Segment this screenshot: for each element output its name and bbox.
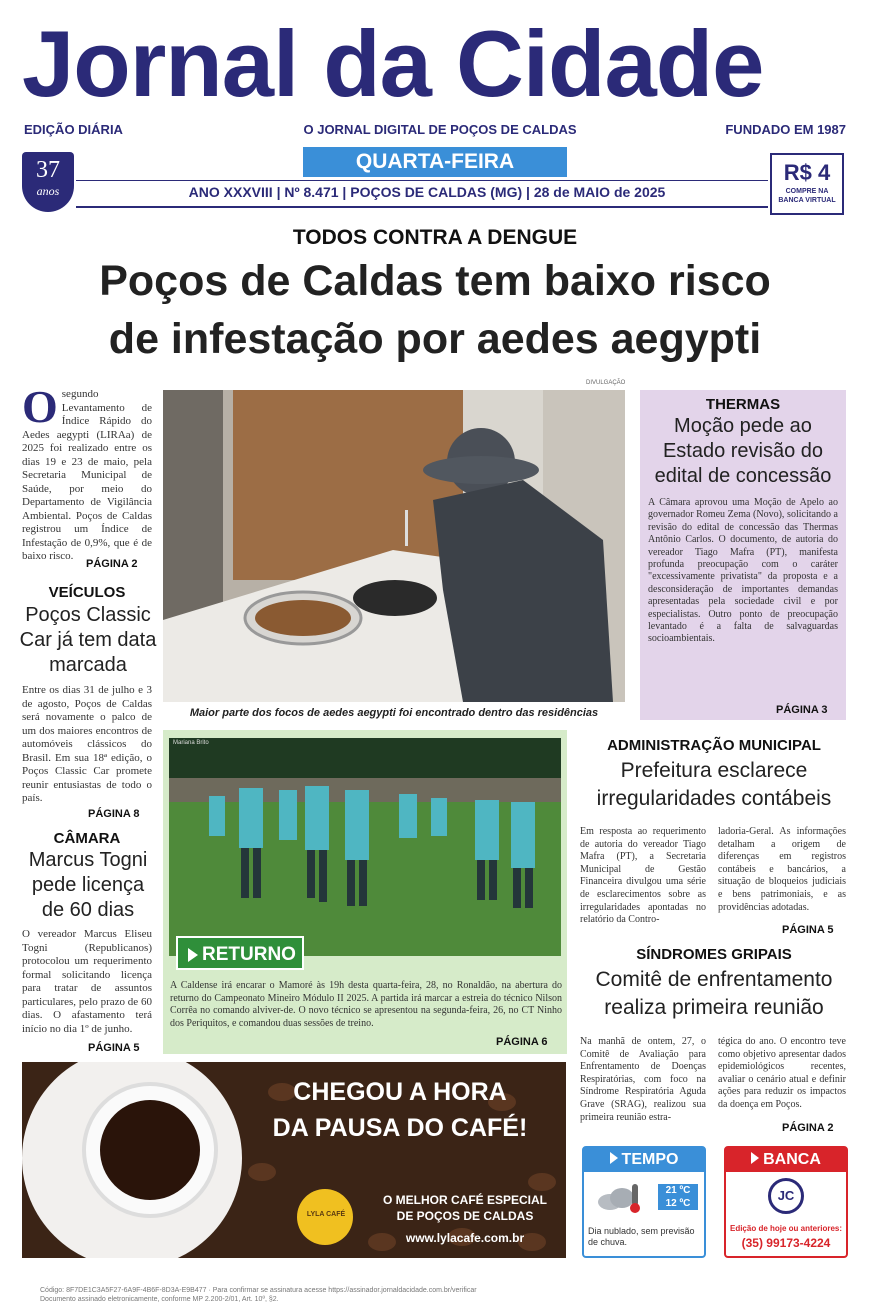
- camara-text: O vereador Marcus Eliseu Togni (Republicanos) protocolou um requerimento formal solicitando licença para tratar de assuntos particulares, pelo prazo de 60 dias. O afastamento terá início no dia 1º de junho.: [22, 928, 152, 1035]
- returno-label: RETURNO: [202, 944, 296, 965]
- banca-text: Edição de hoje ou anteriores:: [729, 1224, 843, 1233]
- ad-headline-line1: CHEGOU A HORA: [293, 1078, 507, 1106]
- lead-headline-line1: Poços de Caldas tem baixo risco: [99, 257, 771, 305]
- administracao-kicker: ADMINISTRAÇÃO MUNICIPAL: [607, 737, 821, 754]
- price-box: [770, 153, 844, 215]
- sport-photo: [169, 738, 561, 956]
- sindromes-title: Comitê de enfrentamento realiza primeira reunião: [595, 968, 833, 1019]
- lead-photo: [163, 390, 625, 702]
- banca-box[interactable]: [724, 1146, 848, 1258]
- anniversary-word: anos: [36, 184, 60, 198]
- weather-label: TEMPO: [621, 1151, 679, 1168]
- lead-caption: Maior parte dos focos de aedes aegypti foi encontrado dentro das residências: [189, 707, 599, 719]
- ad-site-link[interactable]: www.lylacafe.com.br: [405, 1231, 525, 1245]
- returno-tag: [176, 936, 304, 970]
- banca-phone[interactable]: (35) 99173-4224: [741, 1236, 831, 1250]
- sindromes-page-ref: PÁGINA 2: [782, 1122, 834, 1134]
- administracao-col1: Em resposta ao requerimento de autoria do vereador Tiago Mafra (PT), a Secretaria Municipal de Gestão Financeira divulgou uma série de esclarecimentos sobre as irregularidades apontadas no relatório da Contro-: [580, 826, 706, 926]
- footer-line2: Documento assinado eletronicamente, conforme MP 2.200-2/01, Art. 10º, §2.: [40, 1296, 279, 1303]
- banca-header: [726, 1148, 846, 1172]
- anniversary-badge: [22, 152, 74, 212]
- veiculos-kicker: VEÍCULOS: [48, 584, 126, 601]
- weather-header: [584, 1148, 704, 1172]
- price-note: COMPRE NA BANCA VIRTUAL: [778, 188, 836, 204]
- masthead-rule-top: [76, 180, 768, 181]
- sport-page-ref: PÁGINA 6: [496, 1036, 548, 1048]
- sindromes-kicker: SÍNDROMES GRIPAIS: [636, 946, 792, 963]
- thermas-box: [640, 390, 846, 720]
- temp-min: 12 ºC: [665, 1198, 691, 1209]
- lead-kicker: TODOS CONTRA A DENGUE: [292, 226, 578, 249]
- footer-line1: Código: 8F7DE1C3A5F27-6A9F-4B6F-8D3A-E9B477 · Para confirmar se assinatura acesse https://assinador.jornaldacidade.com.br/verificar: [40, 1287, 477, 1294]
- edition-tag: EDIÇÃO DIÁRIA: [24, 122, 123, 137]
- slogan: O JORNAL DIGITAL DE POÇOS DE CALDAS: [303, 122, 577, 137]
- play-icon: [751, 1152, 759, 1164]
- veiculos-page-ref: PÁGINA 8: [88, 808, 140, 820]
- sindromes-col2: tégica do ano. O encontro teve como objetivo apresentar dados epidemiológicos recentes, avaliar o cenário atual e definir ações para reduzir os impactos da doença em Poços.: [718, 1036, 846, 1110]
- administracao-col2: ladoria-Geral. As informações detalham a origem de diferenças em registros contábeis e bancários, a situação de bloqueios judiciais e bens patrimoniais, e as providências adotadas.: [718, 826, 846, 913]
- lead-dropcap: O: [22, 381, 58, 432]
- jc-logo: JC: [768, 1178, 804, 1214]
- ad-headline-line2: DA PAUSA DO CAFÉ!: [272, 1114, 528, 1142]
- thermas-kicker: THERMAS: [705, 396, 781, 413]
- footer-signature: [40, 1286, 840, 1304]
- thermas-page-ref: PÁGINA 3: [776, 704, 828, 716]
- issue-line: ANO XXXVIII | Nº 8.471 | POÇOS DE CALDAS (MG) | 28 de MAIO de 2025: [188, 184, 666, 200]
- camara-title: Marcus Togni pede licença de 60 dias: [28, 849, 148, 921]
- administracao-title: Prefeitura esclarece irregularidades contábeis: [596, 759, 832, 810]
- temp-max: 21 ºC: [665, 1185, 691, 1196]
- sindromes-col1: Na manhã de ontem, 27, o Comitê de Avaliação para Enfrentamento de Doenças Respiratórias, com foco na Síndrome Respiratória Aguda Grave (SRAG), realizou sua primeira reunião estra-: [580, 1036, 706, 1123]
- lead-photo-credit: DIVULGAÇÃO: [586, 380, 626, 386]
- play-icon: [188, 948, 198, 962]
- sport-photo-illustration: [169, 738, 561, 956]
- veiculos-text: Entre os dias 31 de julho e 3 de agosto, Poços de Caldas será novamente o palco de um dos maiores encontros de automóveis clássicos do Brasil. Em sua 18ª edição, o Poços Classic Car promete reunir entusiastas de todo o país.: [22, 684, 152, 804]
- ad-tagline-line2: DE POÇOS DE CALDAS: [396, 1209, 534, 1223]
- play-icon: [610, 1152, 618, 1164]
- weather-box: [582, 1146, 706, 1258]
- sport-photo-credit: Mariana Brito: [173, 740, 209, 746]
- weather-text: Dia nublado, sem previsão de chuva.: [588, 1226, 695, 1247]
- lead-page-ref: PÁGINA 2: [86, 558, 138, 570]
- ad-logo: LYLA CAFÉ: [306, 1211, 346, 1218]
- sport-text: A Caldense irá encarar o Mamoré às 19h desta quarta-feira, 28, no Ronaldão, na abertura do returno do Campeonato Mineiro Módulo II 2025. A partida irá marcar a estreia do técnico Nilson Corrêa no comando alviver-de. O novo técnico se apresentou na segunda-feira, 26, no CT Ninho dos Periquitos, e comandou duas sessões de treino.: [170, 980, 562, 1029]
- lead-text: segundo Levantamento de Índice Rápido do Aedes aegypti (LIRAa) de 2025 foi realizado entre os dias 19 e 23 de maio, pela Secretaria Municipal de Saúde, por meio do Departamento de Vigilância Ambiental. Poços de Caldas registrou um Índice de Infestação de 0,9%, que é de baixo risco.: [22, 388, 152, 562]
- weekday-band: QUARTA-FEIRA: [303, 147, 567, 177]
- thermas-title: Moção pede ao Estado revisão do edital de concessão: [654, 415, 832, 487]
- thermas-text: A Câmara aprovou uma Moção de Apelo ao governador Romeu Zema (Novo), solicitando a revisão do edital de concessão das Thermas Antônio Carlos. O documento, de autoria do vereador Tiago Mafra (PT), manifesta profunda preocupação com o caráter "excessivamente privatista" da proposta e a desconsideração de importantes demandas apresentadas pela sociedade civil e por especialistas. Outro ponto de preocupação levantado é a falta de salvaguardas socioambientais.: [648, 497, 838, 645]
- veiculos-title: Poços Classic Car já tem data marcada: [19, 604, 157, 676]
- lead-article: [22, 381, 152, 564]
- ad-tagline-line1: O MELHOR CAFÉ ESPECIAL: [382, 1193, 547, 1207]
- founded-tag: FUNDADO EM 1987: [725, 122, 846, 137]
- banca-label: BANCA: [763, 1151, 821, 1168]
- price-value: R$ 4: [783, 160, 831, 185]
- lead-photo-illustration: [163, 390, 625, 702]
- cloud-icon: [594, 1180, 644, 1216]
- lead-headline-line2: de infestação por aedes aegypti: [108, 315, 762, 363]
- masthead-rule-bottom: [76, 206, 768, 208]
- camara-kicker: CÂMARA: [53, 830, 121, 847]
- administracao-page-ref: PÁGINA 5: [782, 924, 834, 936]
- anniversary-number: 37: [36, 157, 60, 183]
- camara-page-ref: PÁGINA 5: [88, 1042, 140, 1054]
- weather-temps: [658, 1184, 698, 1210]
- masthead-title: Jornal da Cidade: [22, 11, 764, 116]
